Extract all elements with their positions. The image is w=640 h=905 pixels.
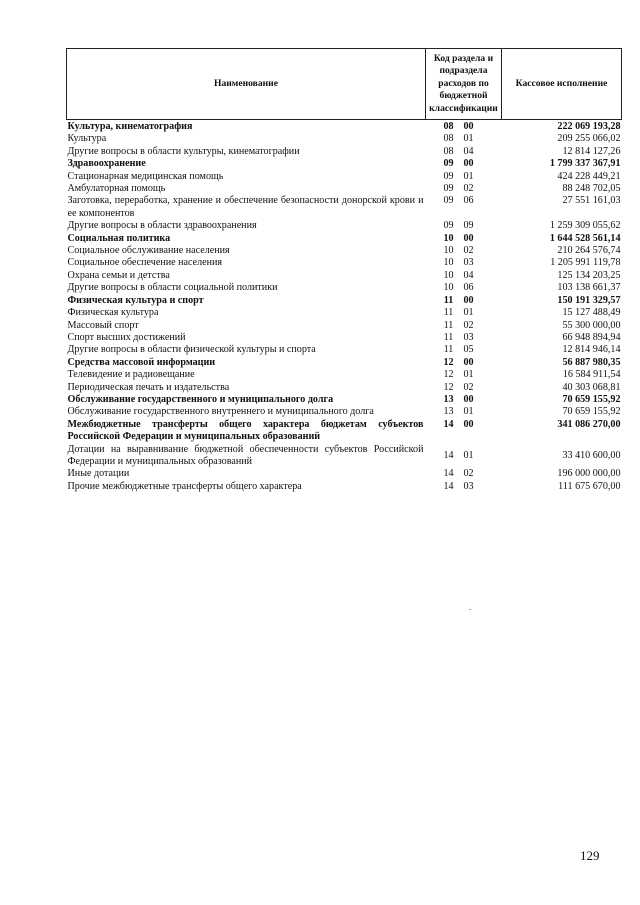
row-amount: 196 000 000,00 bbox=[557, 468, 621, 480]
row-subsection-code: 01 bbox=[463, 449, 474, 461]
row-section-code: 11 bbox=[443, 344, 454, 356]
row-subsection-code: 00 bbox=[463, 393, 474, 405]
row-section-code: 13 bbox=[443, 393, 454, 405]
row-name: Амбулаторная помощь bbox=[67, 183, 166, 195]
table-row bbox=[67, 481, 622, 493]
row-subsection-code: 02 bbox=[463, 319, 474, 331]
row-subsection-code: 04 bbox=[463, 145, 474, 157]
row-amount: 40 303 068,81 bbox=[562, 381, 621, 393]
row-amount: 70 659 155,92 bbox=[562, 406, 621, 418]
row-subsection-code: 00 bbox=[463, 158, 474, 170]
table-row bbox=[67, 133, 622, 145]
row-section-code: 09 bbox=[443, 183, 454, 195]
row-amount: 55 300 000,00 bbox=[562, 319, 621, 331]
row-subsection-code: 03 bbox=[463, 257, 474, 269]
row-amount: 1 259 309 055,62 bbox=[549, 220, 621, 232]
table-row bbox=[67, 320, 622, 332]
row-amount: 1 205 991 119,78 bbox=[550, 257, 621, 269]
row-name: Массовый спорт bbox=[67, 319, 139, 331]
row-name: Физическая культура bbox=[67, 307, 159, 319]
row-amount: 424 228 449,21 bbox=[557, 170, 621, 182]
row-subsection-code: 06 bbox=[463, 195, 474, 207]
row-amount: 150 191 329,57 bbox=[557, 294, 621, 306]
budget-execution-table bbox=[66, 48, 622, 493]
row-name: Другие вопросы в области физической культуры и спорта bbox=[67, 344, 316, 356]
row-section-code: 10 bbox=[443, 257, 454, 269]
page-number: 129 bbox=[580, 848, 600, 863]
table-body bbox=[67, 120, 622, 494]
row-name: Социальное обеспечение населения bbox=[67, 257, 223, 269]
row-section-code: 11 bbox=[443, 307, 454, 319]
row-amount: 56 887 980,35 bbox=[562, 356, 621, 368]
row-section-code: 14 bbox=[443, 480, 454, 492]
row-amount: 16 584 911,54 bbox=[562, 369, 621, 381]
row-section-code: 08 bbox=[443, 121, 454, 132]
row-amount: 1 644 528 561,14 bbox=[549, 232, 621, 244]
table-row bbox=[67, 444, 622, 469]
row-amount: 66 948 894,94 bbox=[562, 331, 621, 343]
row-name: Другие вопросы в области социальной политики bbox=[67, 282, 278, 294]
table-row bbox=[67, 245, 622, 257]
row-name: Обслуживание государственного внутреннего и муниципального долга bbox=[67, 406, 374, 418]
table-row bbox=[67, 195, 622, 220]
row-subsection-code: 05 bbox=[463, 344, 474, 356]
row-name: Физическая культура и спорт bbox=[67, 294, 204, 306]
row-amount: 103 138 661,37 bbox=[557, 282, 621, 294]
table-row bbox=[67, 183, 622, 195]
row-amount: 209 255 066,02 bbox=[557, 133, 621, 145]
row-section-code: 10 bbox=[443, 269, 454, 281]
row-name: Культура, кинематография bbox=[67, 121, 193, 132]
row-amount: 12 814 946,14 bbox=[562, 344, 621, 356]
row-subsection-code: 02 bbox=[463, 381, 474, 393]
table-row bbox=[67, 282, 622, 294]
table-row bbox=[67, 307, 622, 319]
table-row bbox=[67, 468, 622, 480]
budget-table-container bbox=[66, 48, 621, 493]
table-row bbox=[67, 158, 622, 170]
row-subsection-code: 01 bbox=[463, 369, 474, 381]
row-name: Культура bbox=[67, 133, 107, 145]
row-subsection-code: 01 bbox=[463, 170, 474, 182]
row-section-code: 10 bbox=[443, 232, 454, 244]
row-section-code: 14 bbox=[443, 468, 454, 480]
table-row bbox=[67, 369, 622, 381]
row-subsection-code: 02 bbox=[463, 468, 474, 480]
row-subsection-code: 01 bbox=[463, 406, 474, 418]
row-subsection-code: 00 bbox=[463, 294, 474, 306]
row-section-code: 11 bbox=[443, 294, 454, 306]
row-amount: 33 410 600,00 bbox=[562, 449, 621, 461]
row-section-code: 09 bbox=[443, 170, 454, 182]
row-subsection-code: 00 bbox=[463, 356, 474, 368]
row-subsection-code: 00 bbox=[463, 418, 474, 430]
header-name: Наименование bbox=[67, 49, 426, 120]
table-row bbox=[67, 295, 622, 307]
row-amount: 12 814 127,26 bbox=[562, 145, 621, 157]
table-row bbox=[67, 406, 622, 418]
row-name: Другие вопросы в области здравоохранения bbox=[67, 220, 257, 232]
row-amount: 1 799 337 367,91 bbox=[549, 158, 621, 170]
table-row bbox=[67, 146, 622, 158]
row-section-code: 08 bbox=[443, 145, 454, 157]
row-section-code: 12 bbox=[443, 369, 454, 381]
row-name: Прочие межбюджетные трансферты общего характера bbox=[67, 480, 302, 492]
row-name: Другие вопросы в области культуры, кинематографии bbox=[67, 145, 300, 157]
row-section-code: 14 bbox=[443, 449, 454, 461]
header-amount: Кассовое исполнение bbox=[502, 49, 622, 120]
row-subsection-code: 03 bbox=[463, 480, 474, 492]
row-section-code: 11 bbox=[443, 319, 454, 331]
row-amount: 111 675 670,00 bbox=[558, 480, 621, 492]
table-row bbox=[67, 394, 622, 406]
table-row bbox=[67, 257, 622, 269]
row-section-code: 13 bbox=[443, 406, 454, 418]
row-name: Межбюджетные трансферты общего характера бюджетам субъектов Российской Федерации и муниципальных образований bbox=[67, 418, 424, 443]
row-subsection-code: 04 bbox=[463, 269, 474, 281]
row-amount: 210 264 576,74 bbox=[557, 245, 621, 257]
row-name: Социальная политика bbox=[67, 232, 171, 244]
row-subsection-code: 01 bbox=[463, 133, 474, 145]
row-amount: 70 659 155,92 bbox=[562, 393, 621, 405]
row-section-code: 12 bbox=[443, 356, 454, 368]
table-row bbox=[67, 357, 622, 369]
row-section-code: 09 bbox=[443, 158, 454, 170]
row-name: Стационарная медицинская помощь bbox=[67, 170, 224, 182]
row-subsection-code: 00 bbox=[463, 121, 474, 132]
row-name: Обслуживание государственного и муниципального долга bbox=[67, 393, 334, 405]
row-subsection-code: 09 bbox=[463, 220, 474, 232]
table-row bbox=[67, 332, 622, 344]
row-name: Средства массовой информации bbox=[67, 356, 216, 368]
header-code: Код раздела и подраздела расходов по бюджетной классификации bbox=[426, 49, 502, 120]
row-name: Периодическая печать и издательства bbox=[67, 381, 230, 393]
row-section-code: 09 bbox=[443, 220, 454, 232]
table-row bbox=[67, 171, 622, 183]
row-subsection-code: 00 bbox=[463, 232, 474, 244]
row-name: Здравоохранение bbox=[67, 158, 146, 170]
row-amount: 27 551 161,03 bbox=[562, 195, 621, 207]
table-header-row bbox=[67, 49, 622, 120]
table-row bbox=[67, 344, 622, 356]
row-section-code: 10 bbox=[443, 245, 454, 257]
row-amount: 341 086 270,00 bbox=[557, 418, 621, 430]
row-amount: 15 127 488,49 bbox=[562, 307, 621, 319]
row-amount: 125 134 203,25 bbox=[557, 269, 621, 281]
row-name: Телевидение и радиовещание bbox=[67, 369, 195, 381]
row-section-code: 09 bbox=[443, 195, 454, 207]
row-subsection-code: 02 bbox=[463, 183, 474, 195]
table-row bbox=[67, 270, 622, 282]
row-name: Охрана семьи и детства bbox=[67, 269, 170, 281]
row-name: Социальное обслуживание населения bbox=[67, 245, 230, 257]
row-name: Иные дотации bbox=[67, 468, 130, 480]
row-subsection-code: 06 bbox=[463, 282, 474, 294]
row-section-code: 11 bbox=[443, 331, 454, 343]
row-subsection-code: 02 bbox=[463, 245, 474, 257]
row-name: Заготовка, переработка, хранение и обеспечение безопасности донорской крови и ее компонентов bbox=[67, 195, 424, 219]
row-amount: 222 069 193,28 bbox=[557, 121, 621, 132]
scan-speck bbox=[469, 609, 471, 610]
row-section-code: 14 bbox=[443, 418, 454, 430]
table-row bbox=[67, 233, 622, 245]
table-row bbox=[67, 419, 622, 444]
row-subsection-code: 03 bbox=[463, 331, 474, 343]
row-name: Дотации на выравнивание бюджетной обеспеченности субъектов Российской Федерации и муниципальных образований bbox=[67, 443, 424, 467]
row-section-code: 12 bbox=[443, 381, 454, 393]
row-section-code: 10 bbox=[443, 282, 454, 294]
table-row bbox=[67, 120, 622, 134]
row-subsection-code: 01 bbox=[463, 307, 474, 319]
row-name: Спорт высших достижений bbox=[67, 331, 186, 343]
table-row bbox=[67, 382, 622, 394]
row-amount: 88 248 702,05 bbox=[562, 183, 621, 195]
table-row bbox=[67, 220, 622, 232]
row-section-code: 08 bbox=[443, 133, 454, 145]
